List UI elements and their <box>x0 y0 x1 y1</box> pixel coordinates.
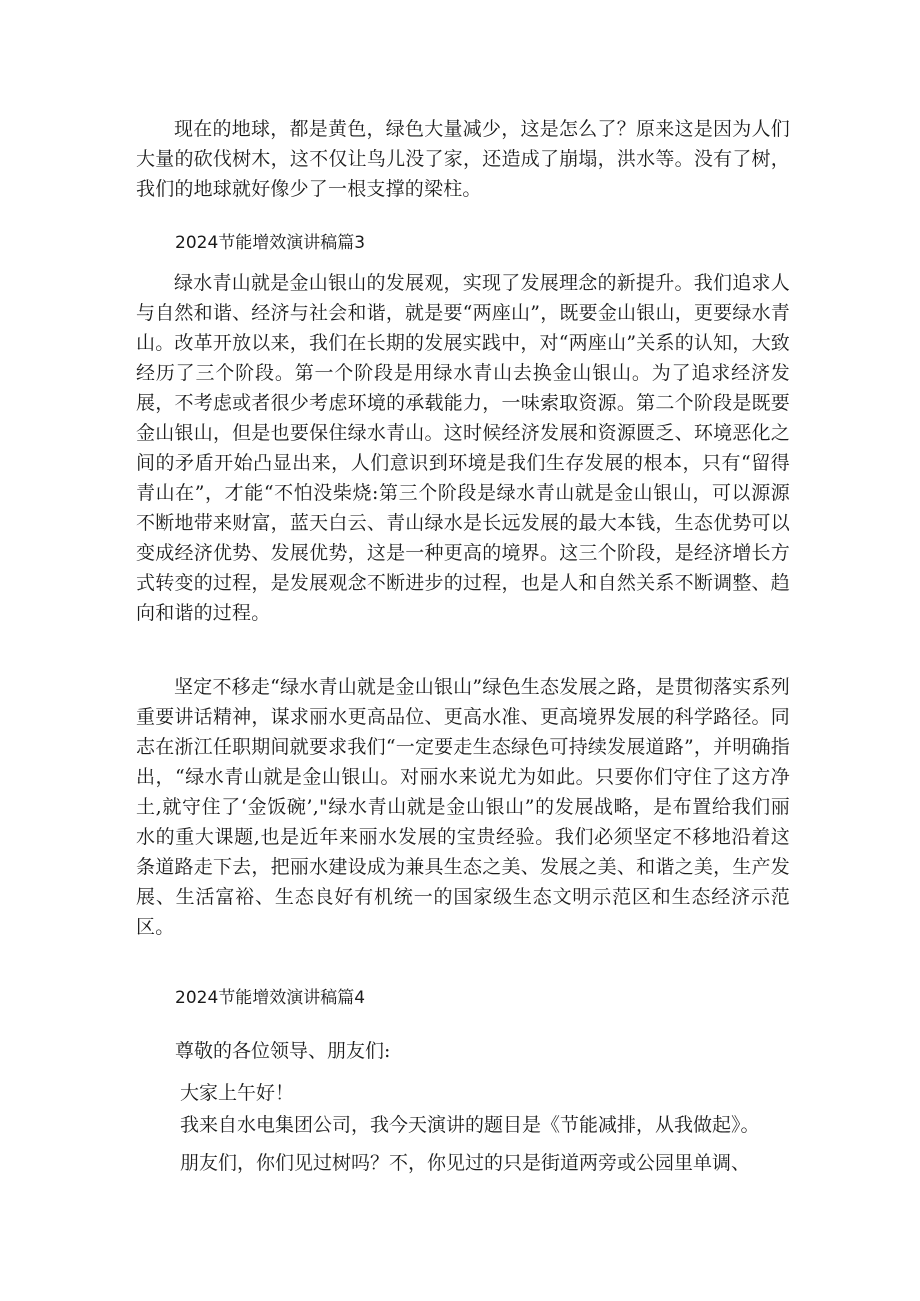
paragraph-trees: 现在的地球，都是黄色，绿色大量减少，这是怎么了？原来这是因为人们大量的砍伐树木，这不仅让鸟儿没了家，还造成了崩塌，洪水等。没有了树，我们的地球就好像少了一根支撑的梁柱。 <box>136 118 790 200</box>
paragraph-green-path: 坚定不移走“绿水青山就是金山银山”绿色生态发展之路，是贯彻落实系列重要讲话精神，谋求丽水更高品位、更高水准、更高境界发展的科学路径。同志在浙江任职期间就要求我们“一定要走生态绿色可持续发展道路”，并明确指出，“绿水青山就是金山银山。对丽水来说尤为如此。只要你们守住了这方净土,就守住了‘金饭碗’,"绿水青山就是金山银山”的发展战略，是布置给我们丽水的重大课题,也是近年来丽水发展的宝贵经验。我们必须坚定不移地沿着这条道路走下去，把丽水建设成为兼具生态之美、发展之美、和谐之美，生产发展、生活富裕、生态良好有机统一的国家级生态文明示范区和生态经济示范区。 <box>136 676 790 938</box>
opening-question-line: 朋友们，你们见过树吗？不，你见过的只是街道两旁或公园里单调、 <box>180 1152 751 1174</box>
section-heading-4: 2024节能增效演讲稿篇4 <box>175 988 366 1008</box>
introduction-line: 我来自水电集团公司，我今天演讲的题目是《节能减排，从我做起》。 <box>180 1114 760 1136</box>
paragraph-development-concept: 绿水青山就是金山银山的发展观，实现了发展理念的新提升。我们追求人与自然和谐、经济与社会和谐，就是要“两座山”，既要金山银山，更要绿水青山。改革开放以来，我们在长期的发展实践中，对“两座山”关系的认知，大致经历了三个阶段。第一个阶段是用绿水青山去换金山银山。为了追求经济发展，不考虑或者很少考虑环境的承载能力，一味索取资源。第二个阶段是既要金山银山，但是也要保住绿水青山。这时候经济发展和资源匮乏、环境恶化之间的矛盾开始凸显出来，人们意识到环境是我们生存发展的根本，只有“留得青山在”，才能“不怕没柴烧:第三个阶段是绿水青山就是金山银山，可以源源不断地带来财富，蓝天白云、青山绿水是长远发展的最大本钱，生态优势可以变成经济优势、发展优势，这是一种更高的境界。这三个阶段，是经济增长方式转变的过程，是发展观念不断进步的过程，也是人和自然关系不断调整、趋向和谐的过程。 <box>136 272 790 624</box>
salutation: 尊敬的各位领导、朋友们: <box>175 1040 391 1062</box>
greeting: 大家上午好！ <box>180 1082 295 1104</box>
section-heading-3: 2024节能增效演讲稿篇3 <box>175 233 366 253</box>
